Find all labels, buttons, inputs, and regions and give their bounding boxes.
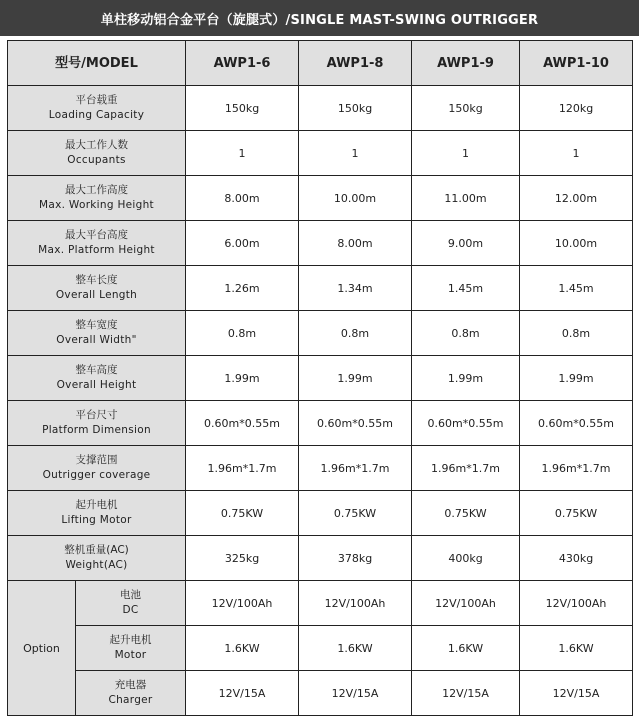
spec-value: 8.00m (299, 221, 412, 266)
spec-value: 0.60m*0.55m (520, 401, 633, 446)
spec-label-zh: 起升电机 (75, 499, 118, 511)
spec-label-zh: 最大平台高度 (65, 229, 128, 241)
spec-label-zh: 平台载重 (75, 94, 118, 106)
spec-value: 150kg (412, 86, 520, 131)
spec-value: 325kg (186, 536, 299, 581)
spec-value: 1.26m (186, 266, 299, 311)
spec-value: 12V/15A (299, 671, 412, 716)
spec-value: 12V/15A (186, 671, 299, 716)
spec-label (8, 221, 186, 266)
spec-row (8, 221, 633, 266)
spec-value: 9.00m (412, 221, 520, 266)
spec-label (76, 626, 186, 671)
spec-label-zh: 支撑范围 (75, 454, 118, 466)
spec-row (8, 491, 633, 536)
spec-label-zh: 起升电机 (109, 634, 152, 646)
option-row (8, 671, 633, 716)
spec-value: 1.99m (412, 356, 520, 401)
spec-value: 6.00m (186, 221, 299, 266)
model-column-header: AWP1-10 (520, 41, 633, 86)
spec-value: 1.99m (186, 356, 299, 401)
spec-row (8, 131, 633, 176)
spec-value: 400kg (412, 536, 520, 581)
option-row (8, 581, 633, 626)
spec-value: 1.96m*1.7m (412, 446, 520, 491)
model-column-header: AWP1-9 (412, 41, 520, 86)
spec-value: 0.8m (299, 311, 412, 356)
spec-value: 12.00m (520, 176, 633, 221)
spec-row (8, 266, 633, 311)
spec-value: 12V/15A (412, 671, 520, 716)
spec-row (8, 311, 633, 356)
spec-label-zh: 最大工作人数 (65, 139, 128, 151)
spec-label-en: Outrigger coverage (42, 469, 151, 481)
model-column-header: AWP1-8 (299, 41, 412, 86)
spec-value: 0.60m*0.55m (186, 401, 299, 446)
spec-value: 0.75KW (520, 491, 633, 536)
page-title: 单柱移动铝合金平台（旋腿式）/SINGLE MAST-SWING OUTRIGGER (0, 0, 639, 36)
spec-value: 12V/100Ah (186, 581, 299, 626)
spec-value: 0.8m (412, 311, 520, 356)
spec-value: 1.96m*1.7m (520, 446, 633, 491)
spec-label-en: Overall Length (55, 289, 138, 301)
spec-label (76, 671, 186, 716)
spec-label (8, 536, 186, 581)
spec-label (76, 581, 186, 626)
spec-label-en: Overall Width" (56, 334, 137, 346)
spec-value: 1.6KW (520, 626, 633, 671)
spec-value: 120kg (520, 86, 633, 131)
spec-label (8, 356, 186, 401)
spec-value: 1 (299, 131, 412, 176)
spec-value: 1.45m (412, 266, 520, 311)
spec-label (8, 311, 186, 356)
spec-label-zh: 最大工作高度 (65, 184, 128, 196)
spec-value: 1.96m*1.7m (186, 446, 299, 491)
model-header: 型号/MODEL (8, 41, 186, 86)
spec-label (8, 176, 186, 221)
spec-value: 1.45m (520, 266, 633, 311)
spec-label-zh: 电池 (120, 589, 141, 601)
spec-value: 150kg (186, 86, 299, 131)
spec-value: 8.00m (186, 176, 299, 221)
spec-value: 1.96m*1.7m (299, 446, 412, 491)
spec-value: 0.75KW (299, 491, 412, 536)
spec-label-en: Overall Height (56, 379, 137, 391)
spec-label-en: DC (122, 604, 139, 616)
spec-label (8, 266, 186, 311)
spec-value: 150kg (299, 86, 412, 131)
spec-value: 0.8m (520, 311, 633, 356)
spec-value: 1.99m (520, 356, 633, 401)
spec-value: 10.00m (520, 221, 633, 266)
spec-value: 378kg (299, 536, 412, 581)
spec-value: 430kg (520, 536, 633, 581)
spec-value: 12V/100Ah (412, 581, 520, 626)
spec-label (8, 86, 186, 131)
spec-label-en: Max. Platform Height (38, 244, 155, 256)
spec-row (8, 176, 633, 221)
spec-value: 1.6KW (412, 626, 520, 671)
spec-label-en: Loading Capacity (48, 109, 145, 121)
spec-label-zh: 整车长度 (75, 274, 118, 286)
spec-value: 0.60m*0.55m (299, 401, 412, 446)
spec-label-zh: 平台尺寸 (75, 409, 118, 421)
spec-label (8, 491, 186, 536)
spec-value: 1 (186, 131, 299, 176)
spec-value: 0.75KW (186, 491, 299, 536)
spec-row (8, 401, 633, 446)
spec-label-en: Charger (108, 694, 153, 706)
spec-value: 11.00m (412, 176, 520, 221)
option-row (8, 626, 633, 671)
spec-value: 1.6KW (186, 626, 299, 671)
spec-value: 10.00m (299, 176, 412, 221)
spec-value: 1 (520, 131, 633, 176)
spec-label-en: Lifting Motor (61, 514, 132, 526)
spec-row (8, 446, 633, 491)
spec-label (8, 131, 186, 176)
spec-label-en: Motor (114, 649, 147, 661)
spec-value: 1 (412, 131, 520, 176)
spec-label-en: Occupants (67, 154, 126, 166)
spec-label-en: Max. Working Height (39, 199, 154, 211)
spec-label (8, 401, 186, 446)
spec-label (8, 446, 186, 491)
spec-value: 1.6KW (299, 626, 412, 671)
spec-row (8, 86, 633, 131)
spec-label-zh: 整车高度 (75, 364, 118, 376)
spec-value: 12V/15A (520, 671, 633, 716)
spec-label-zh: 充电器 (114, 679, 147, 691)
spec-table (7, 40, 633, 716)
spec-label-en: Weight(AC) (65, 559, 128, 571)
spec-value: 0.8m (186, 311, 299, 356)
spec-row (8, 536, 633, 581)
header-row (8, 41, 633, 86)
option-label: Option (8, 581, 76, 716)
spec-value: 0.60m*0.55m (412, 401, 520, 446)
spec-value: 1.99m (299, 356, 412, 401)
spec-label-zh: 整机重量(AC) (64, 544, 129, 556)
spec-value: 0.75KW (412, 491, 520, 536)
spec-label-zh: 整车宽度 (75, 319, 118, 331)
spec-value: 12V/100Ah (299, 581, 412, 626)
spec-value: 12V/100Ah (520, 581, 633, 626)
model-column-header: AWP1-6 (186, 41, 299, 86)
spec-value: 1.34m (299, 266, 412, 311)
spec-label-en: Platform Dimension (42, 424, 151, 436)
spec-row (8, 356, 633, 401)
